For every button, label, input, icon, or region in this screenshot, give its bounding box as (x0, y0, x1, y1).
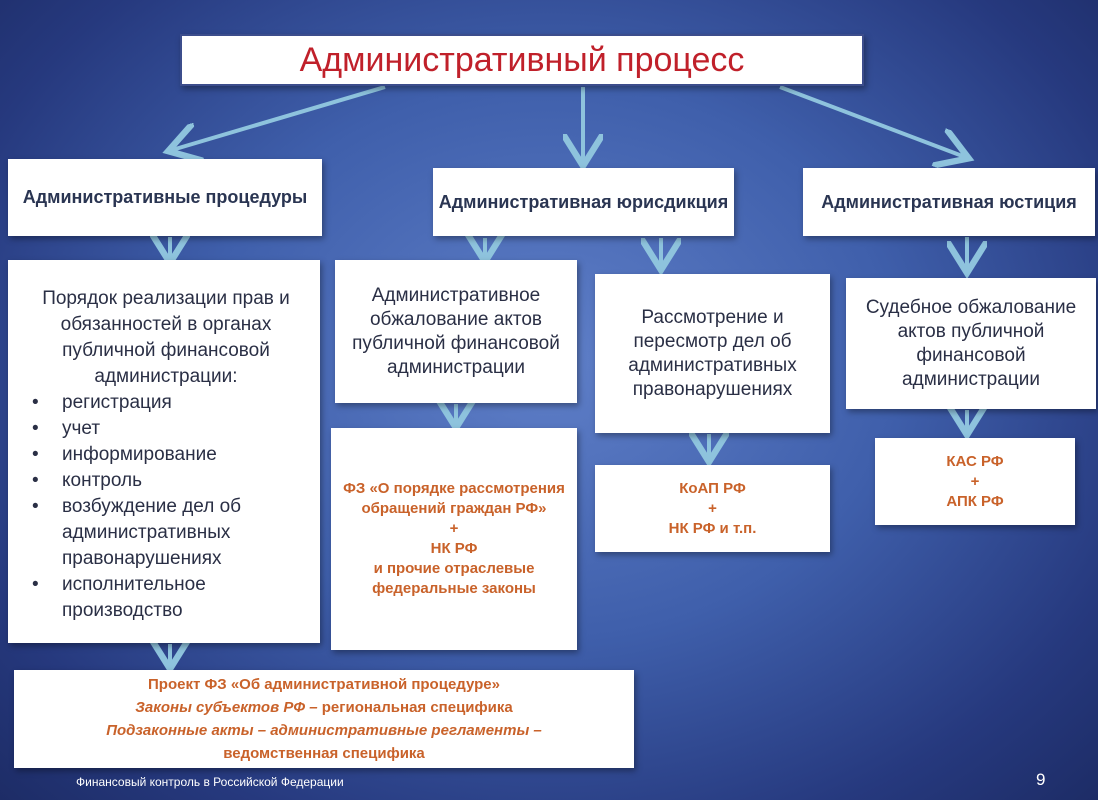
header-justice: Административная юстиция (803, 168, 1095, 236)
arrow-to-procedures (172, 87, 385, 150)
court-appeal-box: Судебное обжалование актов публичной финансовой администрации (846, 278, 1096, 409)
law-line: АПК РФ (946, 492, 1004, 510)
appeal-laws-box (331, 428, 577, 650)
list-item: • информирование (34, 442, 310, 468)
bottom-legislation-box (14, 670, 634, 768)
procedures-list (22, 390, 310, 624)
bottom-line-2 (14, 696, 634, 719)
court-laws-box (875, 438, 1075, 525)
appeal-box: Административное обжалование актов публичной финансовой администрации (335, 260, 577, 403)
list-item: • регистрация (34, 390, 310, 416)
procedures-list-box (8, 260, 320, 643)
arrow-to-justice (780, 87, 965, 157)
law-line: НК РФ (430, 540, 478, 557)
header-jurisdiction: Административная юрисдикция (433, 168, 734, 236)
law-line: ФЗ «О порядке рассмотрения обращений граждан РФ» (343, 480, 565, 517)
law-line: КАС РФ (946, 452, 1004, 470)
diagram-title: Административный процесс (180, 34, 864, 86)
law-line: + (970, 472, 980, 490)
procedures-intro: Порядок реализации прав и обязанностей в органах публичной финансовой администрации: (42, 288, 290, 387)
list-item: • учет (34, 416, 310, 442)
review-box: Рассмотрение и пересмотр дел об административных правонарушениях (595, 274, 830, 433)
bottom-line-1: Проект ФЗ «Об административной процедуре» (148, 676, 500, 693)
list-item: • исполнительное производство (34, 572, 310, 624)
header-procedures: Административные процедуры (8, 159, 322, 236)
bottom-line-2-italic: Законы субъектов РФ – (135, 699, 318, 716)
bottom-line-4: ведомственная специфика (223, 745, 425, 762)
list-item: • возбуждение дел об административных правонарушениях (34, 494, 310, 572)
list-item: • контроль (34, 468, 310, 494)
review-laws-box (595, 465, 830, 552)
footer-text: Финансовый контроль в Российской Федерации (76, 775, 344, 789)
law-line: КоАП РФ (679, 479, 746, 497)
page-number: 9 (1036, 770, 1046, 789)
law-line: и прочие отраслевые федеральные законы (372, 560, 536, 597)
law-line: + (708, 499, 717, 517)
law-line: НК РФ и т.п. (668, 519, 757, 537)
law-line: + (449, 520, 459, 537)
bottom-line-2-rest: региональная специфика (317, 699, 513, 716)
bottom-line-3: Подзаконные акты – административные регламенты – (106, 722, 542, 739)
